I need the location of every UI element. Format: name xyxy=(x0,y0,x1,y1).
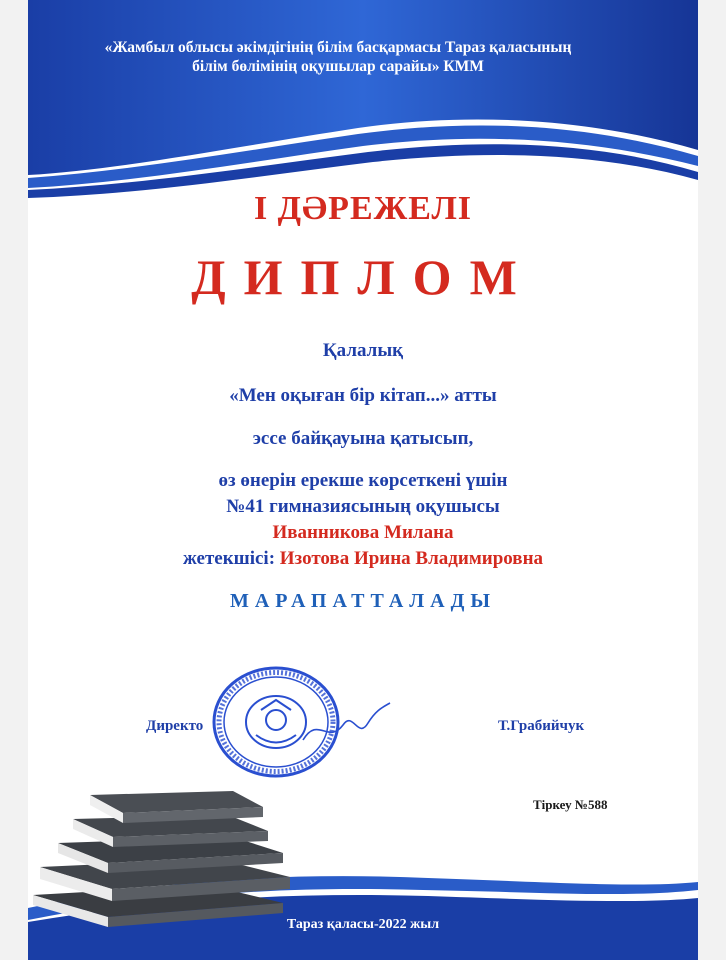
signature-mark xyxy=(298,695,393,750)
books-stack-icon xyxy=(28,785,298,935)
degree-title: І ДӘРЕЖЕЛІ xyxy=(253,190,473,227)
director-label: Директо xyxy=(146,718,204,734)
diploma-sheet xyxy=(28,0,698,960)
supervisor-label: жетекшісі: xyxy=(182,548,276,569)
organization-header xyxy=(58,38,618,76)
director-name: Т.Грабийчук xyxy=(498,718,585,734)
footer-city-year: Тараз қаласы-2022 жыл xyxy=(286,917,440,932)
body-line-3: эссе байқауына қатысып, xyxy=(252,428,474,449)
header-line-1: «Жамбыл облысы әкімдігінің білім басқармасы Тараз қаласының xyxy=(104,39,572,56)
student-name: Иванникова Милана xyxy=(272,522,454,543)
header-line-2: білім бөлімінің оқушылар сарайы» КММ xyxy=(192,58,484,75)
diploma-title: ДИПЛОМ xyxy=(191,249,535,305)
body-line-2: «Мен оқыған бір кітап...» атты xyxy=(229,385,497,406)
supervisor-line xyxy=(28,548,698,570)
body-line-5: №41 гимназиясының оқушысы xyxy=(226,496,500,517)
supervisor-name: Изотова Ирина Владимировна xyxy=(279,548,544,569)
body-line-4: өз өнерін ерекше көрсеткені үшін xyxy=(218,470,508,491)
header-wave-band xyxy=(28,0,698,200)
award-text: МАРАПАТТАЛАДЫ xyxy=(229,590,497,612)
registration-number: Тіркеу №588 xyxy=(533,797,608,812)
body-line-1: Қалалық xyxy=(322,340,404,361)
